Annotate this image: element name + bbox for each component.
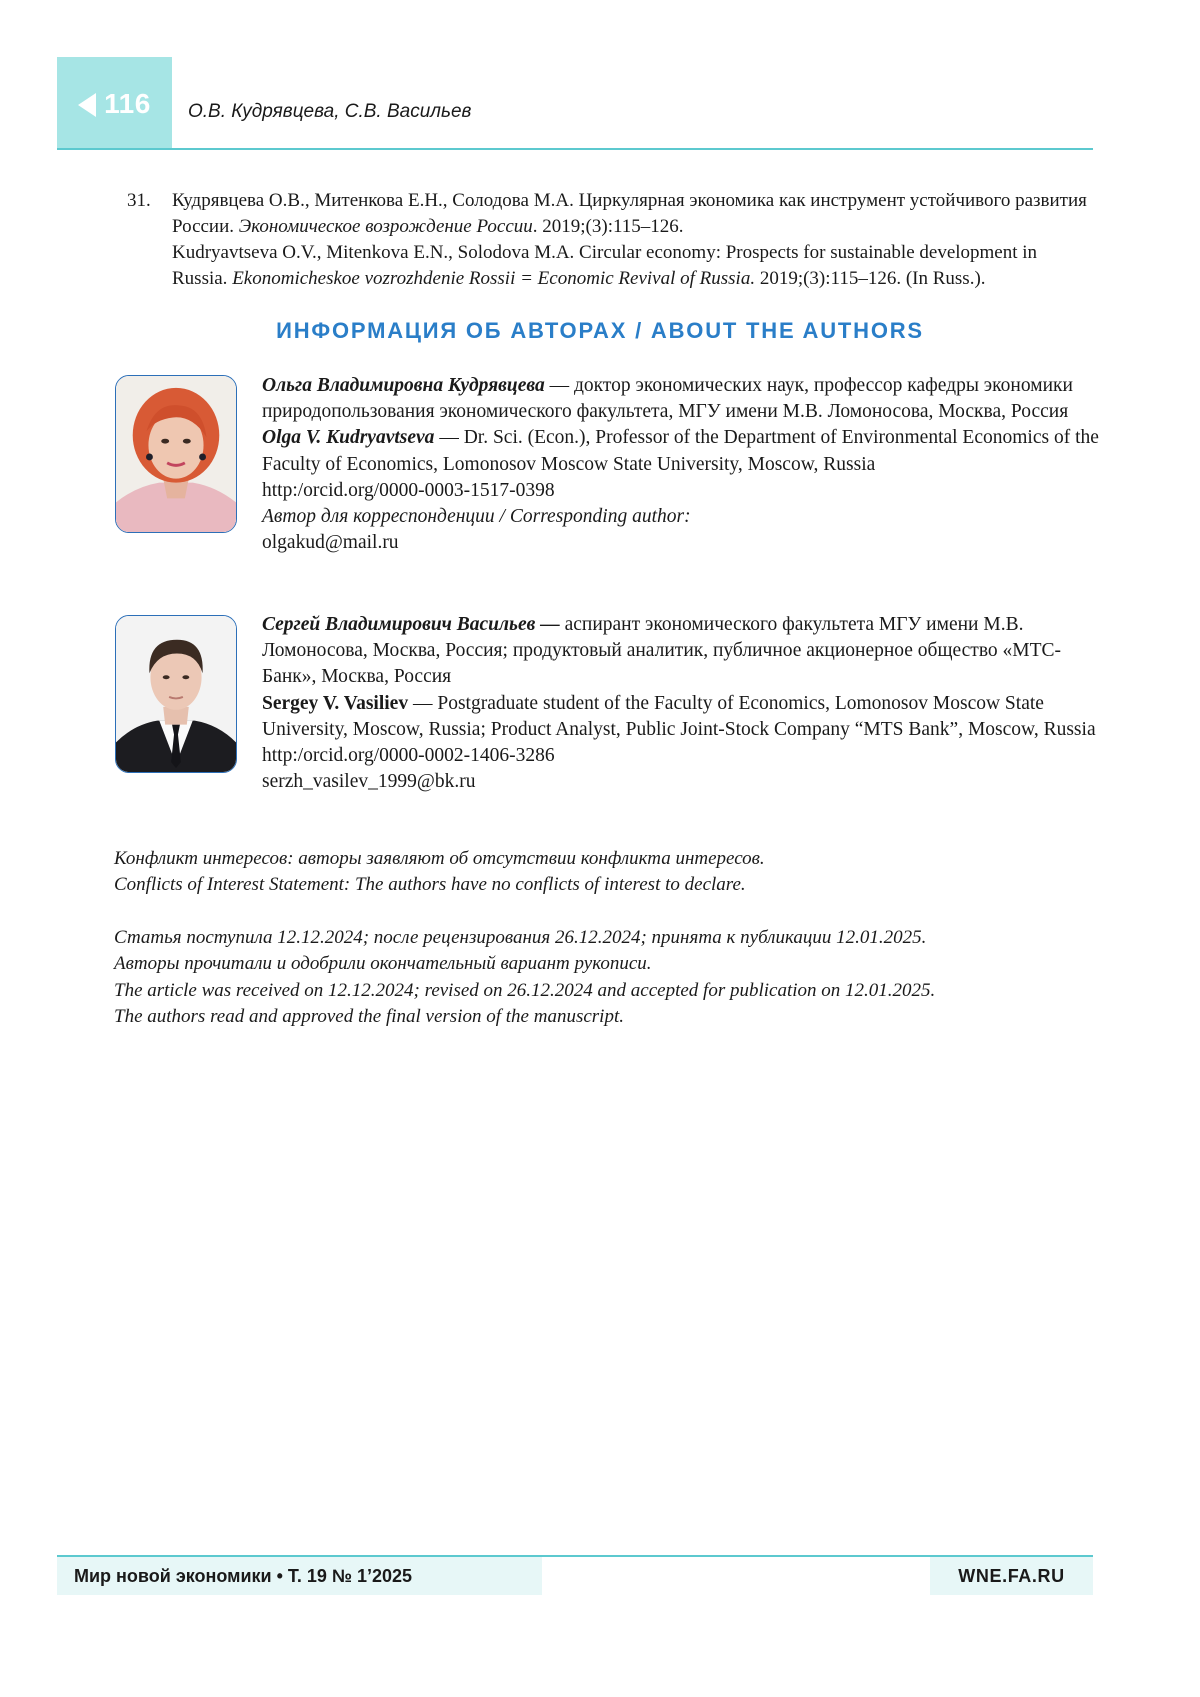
history-received-en: The article was received on 12.12.2024; revised on 26.12.2024 and accepted for publication on 12.01.2025. [114,979,936,1001]
conflicts-en: Conflicts of Interest Statement: The authors have no conflicts of interest to declare. [114,874,746,896]
footer-journal-info: Мир новой экономики • Т. 19 № 1’2025 [57,1557,542,1595]
conflicts-ru: Конфликт интересов: авторы заявляют об отсутствии конфликта интересов. [114,848,765,869]
history-received-ru: Статья поступила 12.12.2024; после рецензирования 26.12.2024; принята к публикации 12.01.2025. [114,927,927,948]
author-desc-ru: — доктор экономических наук, профессор кафедры экономики природопользования экономического факультета, МГУ имени М.В. Ломоносова, Москва, Россия [262,375,1073,423]
reference-ru-text: Кудрявцева О.В., Митенкова Е.Н., Солодова М.А. Циркулярная экономика как инструмент устойчивого развития России. [172,190,1087,237]
reference-en-text: Kudryavtseva O.V., Mitenkova E.N., Solodova M.A. Circular economy: Prospects for sustainable development in Russia. [172,242,1038,289]
author-orcid-link[interactable]: http:/orcid.org/0000-0003-1517-0398 [262,479,555,501]
author-photo-kudryavtseva [115,375,237,533]
author-email-link[interactable]: serzh_vasilev_1999@bk.ru [262,771,476,793]
page-number-box [57,57,172,150]
reference-item [127,188,1095,292]
reference-ru-pages: . 2019;(3):115–126. [532,216,684,237]
conflicts-statement [114,846,1104,899]
page-number: 116 [104,87,151,119]
author-en-line [262,691,1100,743]
author-info-kudryavtseva [262,373,1100,556]
history-approved-ru: Авторы прочитали и одобрили окончательный вариант рукописи. [114,953,652,975]
author-name-en: Olga V. Kudryavtseva [262,427,435,449]
reference-body [172,188,1095,292]
reference-number: 31. [127,190,151,211]
running-header-authors: О.В. Кудрявцева, С.В. Васильев [188,101,472,122]
author-en-line [262,425,1100,477]
author-name-en: Sergey V. Vasiliev [262,692,409,714]
back-arrow-icon [78,93,96,117]
author-desc-ru: аспирант экономического факультета МГУ имени М.В. Ломоносова, Москва, Россия; продуктовый аналитик, публичное акционерное общество «МТС-Банк», Москва, Россия [262,614,1062,688]
reference-en [172,240,1095,292]
author-info-vasiliev [262,612,1100,795]
author-name-ru: Сергей Владимирович Васильев — [262,614,560,635]
author-orcid-link[interactable]: http:/orcid.org/0000-0002-1406-3286 [262,745,555,767]
author-email-link[interactable]: olgakud@mail.ru [262,532,399,554]
author-ru-line [262,373,1100,425]
footer-website-link[interactable]: WNE.FA.RU [930,1557,1093,1595]
reference-en-journal: Ekonomicheskoe vozrozhdenie Rossii = Economic Revival of Russia. [232,268,756,289]
reference-ru-journal: Экономическое возрождение России [238,216,533,237]
reference-ru [172,188,1095,240]
section-title: ИНФОРМАЦИЯ ОБ АВТОРАХ / ABOUT THE AUTHORS [276,318,924,343]
author-name-ru: Ольга Владимировна Кудрявцева [262,375,545,396]
header-rule [57,148,1093,150]
reference-en-pages: 2019;(3):115–126. (In Russ.). [755,268,986,289]
author-photo-vasiliev [115,615,237,773]
author-ru-line [262,612,1100,691]
author-desc-en: — Postgraduate student of the Faculty of Economics, Lomonosov Moscow State University, Moscow, Russia; Product Analyst, Public Joint-Stock Company “MTS Bank”, Moscow, Russia [262,692,1096,740]
author-desc-en: — Dr. Sci. (Econ.), Professor of the Department of Environmental Economics of the Faculty of Economics, Lomonosov Moscow State University, Moscow, Russia [262,427,1099,475]
history-approved-en: The authors read and approved the final version of the manuscript. [114,1006,624,1028]
article-history [114,925,1104,1031]
corresponding-author-label: Автор для корреспонденции / Corresponding author: [262,506,691,528]
